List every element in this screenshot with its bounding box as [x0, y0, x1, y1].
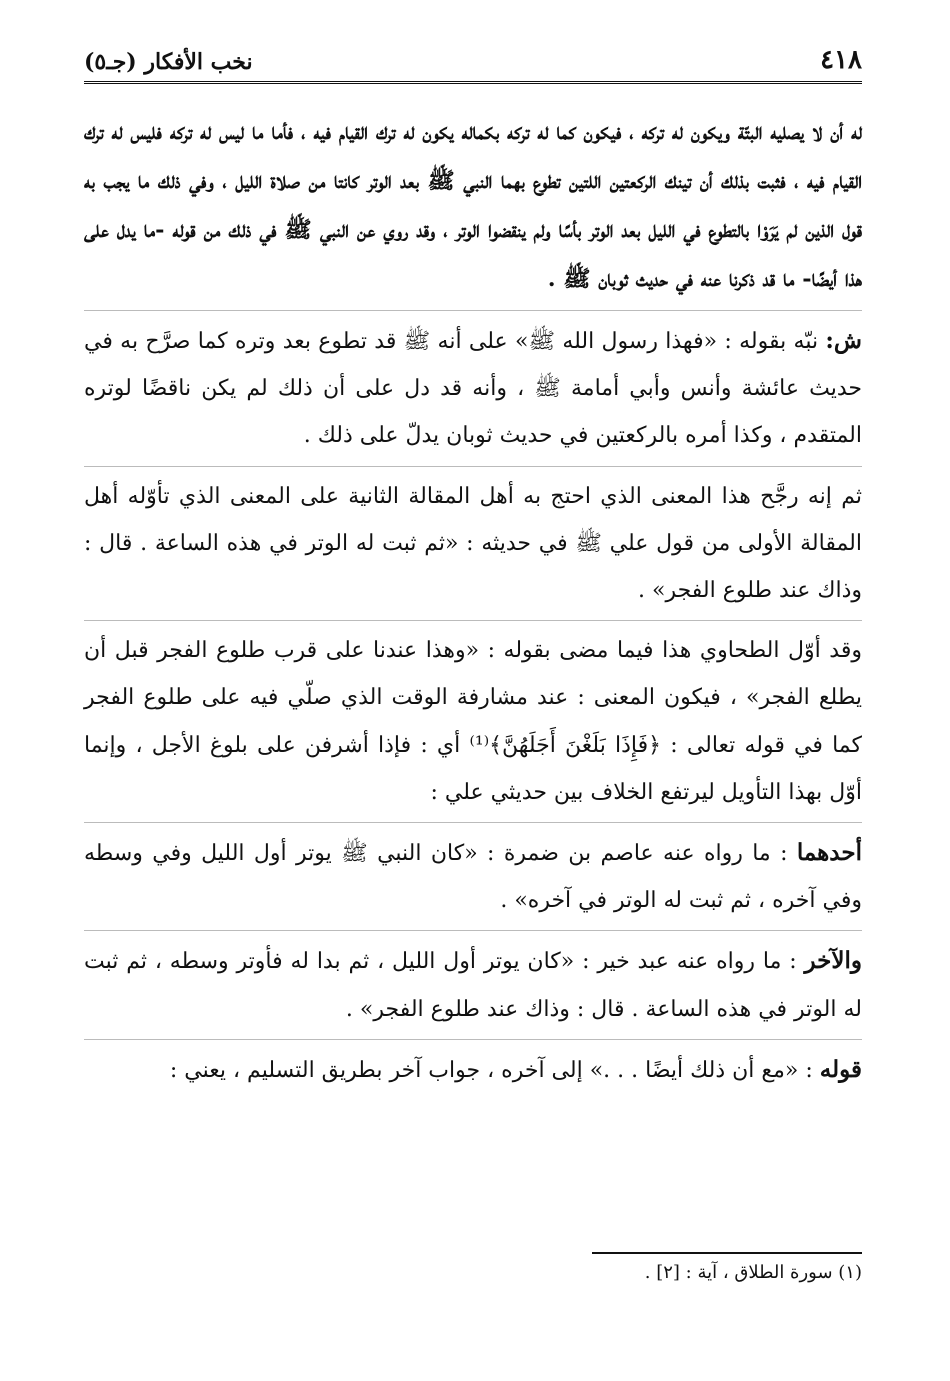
footnote: (١) سورة الطلاق ، آية : [٢] .	[644, 1262, 862, 1283]
paragraph-text: : ما رواه عنه عاصم بن ضمرة : «كان النبي ﷺ يوتر أول الليل وفي وسطه وفي آخره ، ثم ثبت له الوتر في آخره» .	[84, 841, 862, 914]
paragraph-lead: ش:	[825, 327, 862, 354]
running-title: نخب الأفكار (جـ٥)	[84, 49, 253, 75]
paragraph-commentary	[84, 473, 862, 622]
paragraph-text: وقد أوّل الطحاوي هذا فيما مضى بقوله : «وهذا عندنا على قرب طلوع الفجر قبل أن يطلع الفجر» ، فيكون المعنى : عند مشارفة الوقت الذي صلّي فيه على طلوع الفجر كما في قوله تعالى : ﴿فَإِذَا بَلَغْنَ أَجَلَهُنَّ﴾⁽¹⁾ أي : فإذا أشرفن على بلوغ الأجل ، وإنما أوّل بهذا التأويل ليرتفع الخلاف بين حديثي علي :	[84, 638, 862, 805]
paragraph-text: نبّه بقوله : «فهذا رسول الله ﷺ» على أنه ﷺ قد تطوع بعد وتره كما صرَّح به في حديث عائشة وأنس وأبي أمامة ﷺ ، وأنه قد دل على أن ذلك لم يكن ناقضًا لوتره المتقدم ، وكذا أمره بالركعتين في حديث ثوبان يدلّ على ذلك .	[84, 329, 862, 449]
paragraph-commentary	[84, 829, 862, 931]
paragraph-commentary	[84, 317, 862, 467]
paragraph-main-text	[84, 108, 862, 311]
paragraph-lead: أحدهما	[796, 839, 862, 867]
body-text	[84, 108, 862, 1106]
paragraph-text: له أن لا يصليه البتّة ويكون له تركه ، فيكون كما له تركه بكماله يكون له ترك القيام فيه ، فأما ما ليس له تركه فليس له ترك القيام فيه ، فثبت بذلك أن تينك الركعتين اللتين تطوع بهما النبي ﷺ بعد الوتر كانتا من صلاة الليل ، وفي ذلك ما يجب به قول الذين لم يَرَوْا بالتطوع في الليل بعد الوتر بأسًا ولم ينقضوا الوتر ، وقد روي عن النبي ﷺ في ذلك من قوله -ما يدل على هذا أيضًا- ما قد ذكرنا عنه في حديث ثوبان ﷺ .	[84, 119, 862, 292]
page-header	[84, 38, 862, 84]
paragraph-commentary	[84, 937, 862, 1039]
paragraph-text: ثم إنه رجَّح هذا المعنى الذي احتج به أهل المقالة الثانية على المعنى الذي تأوّله أهل المقالة الأولى من قول علي ﷺ في حديثه : «ثم ثبت له الوتر في هذه الساعة . قال : وذاك عند طلوع الفجر» .	[84, 483, 862, 604]
paragraph-text: : ما رواه عنه عبد خير : «كان يوتر أول الليل ، ثم بدا له فأوتر وسطه ، ثم ثبت له الوتر في هذه الساعة . قال : وذاك عند طلوع الفجر» .	[84, 949, 862, 1022]
paragraph-lead: قوله	[819, 1055, 862, 1083]
paragraph-text: : «مع أن ذلك أيضًا . . .» إلى آخره ، جواب آخر بطريق التسليم ، يعني :	[169, 1057, 820, 1083]
paragraph-commentary	[84, 627, 862, 823]
page-number: ٤١٨	[820, 45, 862, 75]
paragraph-commentary	[84, 1046, 862, 1100]
footnote-divider	[592, 1252, 862, 1254]
paragraph-lead: والآخر	[804, 947, 862, 975]
